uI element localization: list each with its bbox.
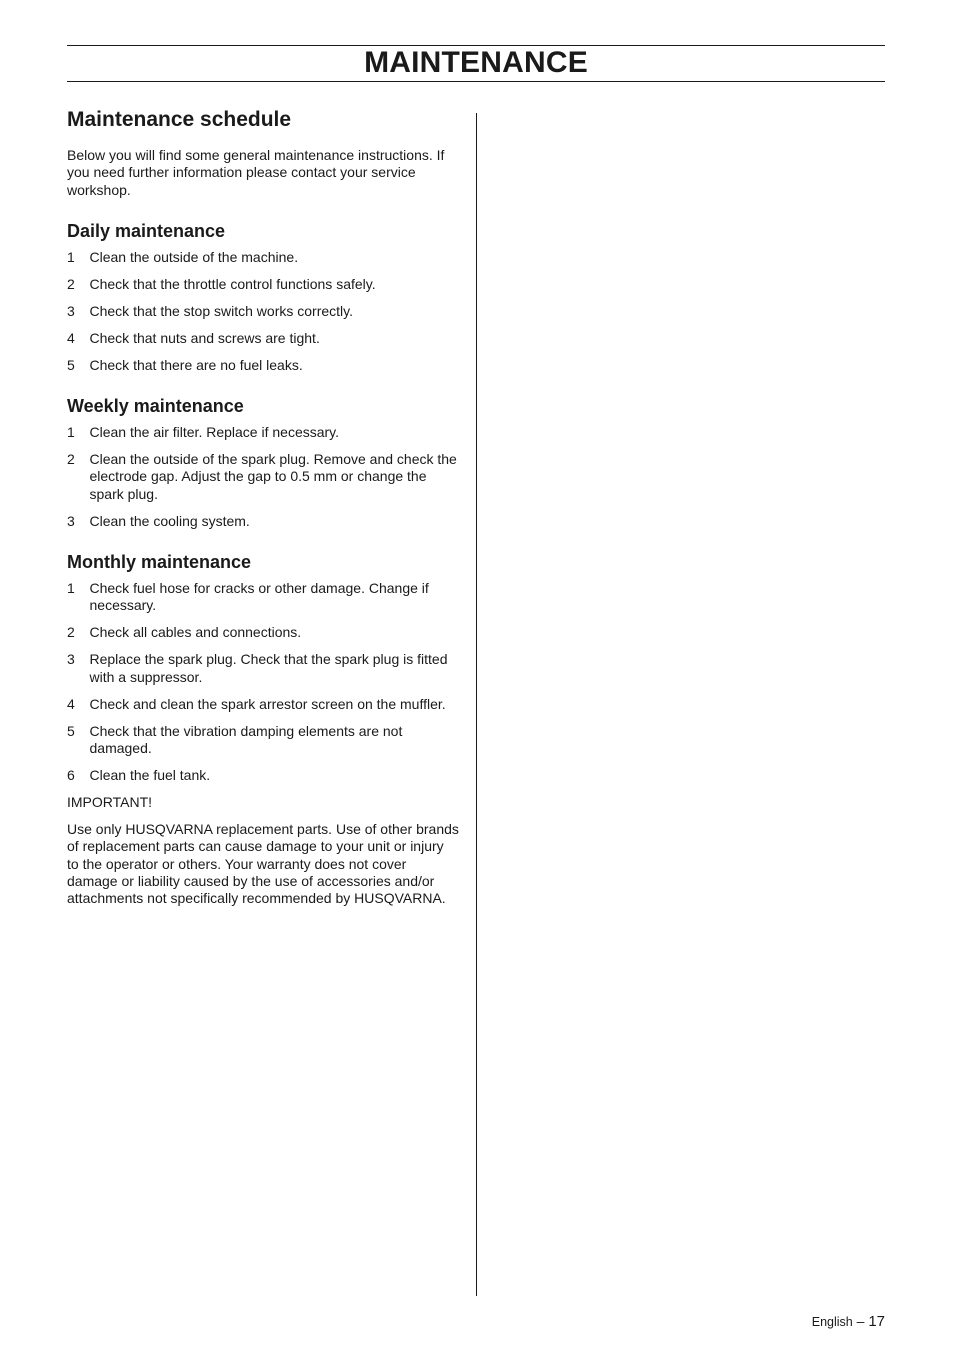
item-number: 4 <box>67 329 75 346</box>
item-text: Clean the cooling system. <box>89 512 250 529</box>
weekly-list <box>67 424 459 530</box>
item-number: 4 <box>67 695 75 712</box>
item-text: Check all cables and connections. <box>89 624 302 641</box>
list-item <box>67 303 459 320</box>
list-item <box>67 580 459 615</box>
list-item <box>67 513 459 530</box>
list-item <box>67 357 459 374</box>
list-item <box>67 424 459 441</box>
item-number: 3 <box>67 512 75 529</box>
item-text: Check that the stop switch works correctly. <box>89 302 353 319</box>
list-item <box>67 651 459 686</box>
item-text: Clean the fuel tank. <box>89 766 211 783</box>
list-item <box>67 276 459 293</box>
item-number: 2 <box>67 275 75 292</box>
item-number: 2 <box>67 624 75 641</box>
monthly-heading: Monthly maintenance <box>67 551 252 572</box>
column-divider <box>476 113 477 1296</box>
page-title: MAINTENANCE <box>364 46 588 79</box>
list-item <box>67 767 459 784</box>
header-bottom-rule <box>67 81 885 82</box>
item-number: 1 <box>67 579 75 596</box>
item-number: 3 <box>67 302 75 319</box>
item-number: 1 <box>67 248 75 265</box>
page-number: 17 <box>868 1313 885 1330</box>
list-item <box>67 330 459 347</box>
item-text: Clean the outside of the machine. <box>89 248 299 265</box>
item-text: Check that the vibration damping elements are not damaged. <box>89 722 403 756</box>
item-text: Check fuel hose for cracks or other damage. Change if necessary. <box>89 579 429 614</box>
item-number: 6 <box>67 766 75 783</box>
page-footer <box>812 1311 885 1332</box>
item-text: Replace the spark plug. Check that the spark plug is fitted with a suppressor. <box>89 651 448 685</box>
important-label: IMPORTANT! <box>67 793 153 810</box>
daily-list <box>67 249 459 374</box>
monthly-list <box>67 580 459 784</box>
item-text: Clean the air filter. Replace if necessary. <box>89 424 340 441</box>
list-item <box>67 451 459 503</box>
item-text: Check that the throttle control functions safely. <box>89 275 376 292</box>
footer-language: English <box>811 1315 853 1329</box>
item-text: Check that there are no fuel leaks. <box>89 356 303 373</box>
list-item <box>67 624 459 641</box>
item-number: 3 <box>67 651 75 668</box>
section-intro: Below you will find some general maintenance instructions. If you need further information please contact your service workshop. <box>67 147 445 198</box>
section-title: Maintenance schedule <box>67 108 292 131</box>
list-item <box>67 249 459 266</box>
item-text: Clean the outside of the spark plug. Remove and check the electrode gap. Adjust the gap to 0.5 mm or change the spark plug. <box>89 451 457 502</box>
item-number: 1 <box>67 424 75 441</box>
item-text: Check that nuts and screws are tight. <box>89 329 320 346</box>
footer-separator: – <box>856 1313 865 1329</box>
daily-heading: Daily maintenance <box>67 220 226 241</box>
important-text: Use only HUSQVARNA replacement parts. Use of other brands of replacement parts can cause damage to your unit or injury to the operator or others. Your warranty does not cover damage or liability caused by the use of accessories and/or attachments not specifically recommended by HUSQVARNA. <box>67 821 459 907</box>
list-item <box>67 723 459 758</box>
item-text: Check and clean the spark arrestor screen on the muffler. <box>89 695 446 712</box>
weekly-heading: Weekly maintenance <box>67 396 244 417</box>
item-number: 5 <box>67 722 75 739</box>
item-number: 2 <box>67 451 75 468</box>
list-item <box>67 696 459 713</box>
left-column <box>67 106 459 908</box>
item-number: 5 <box>67 356 75 373</box>
